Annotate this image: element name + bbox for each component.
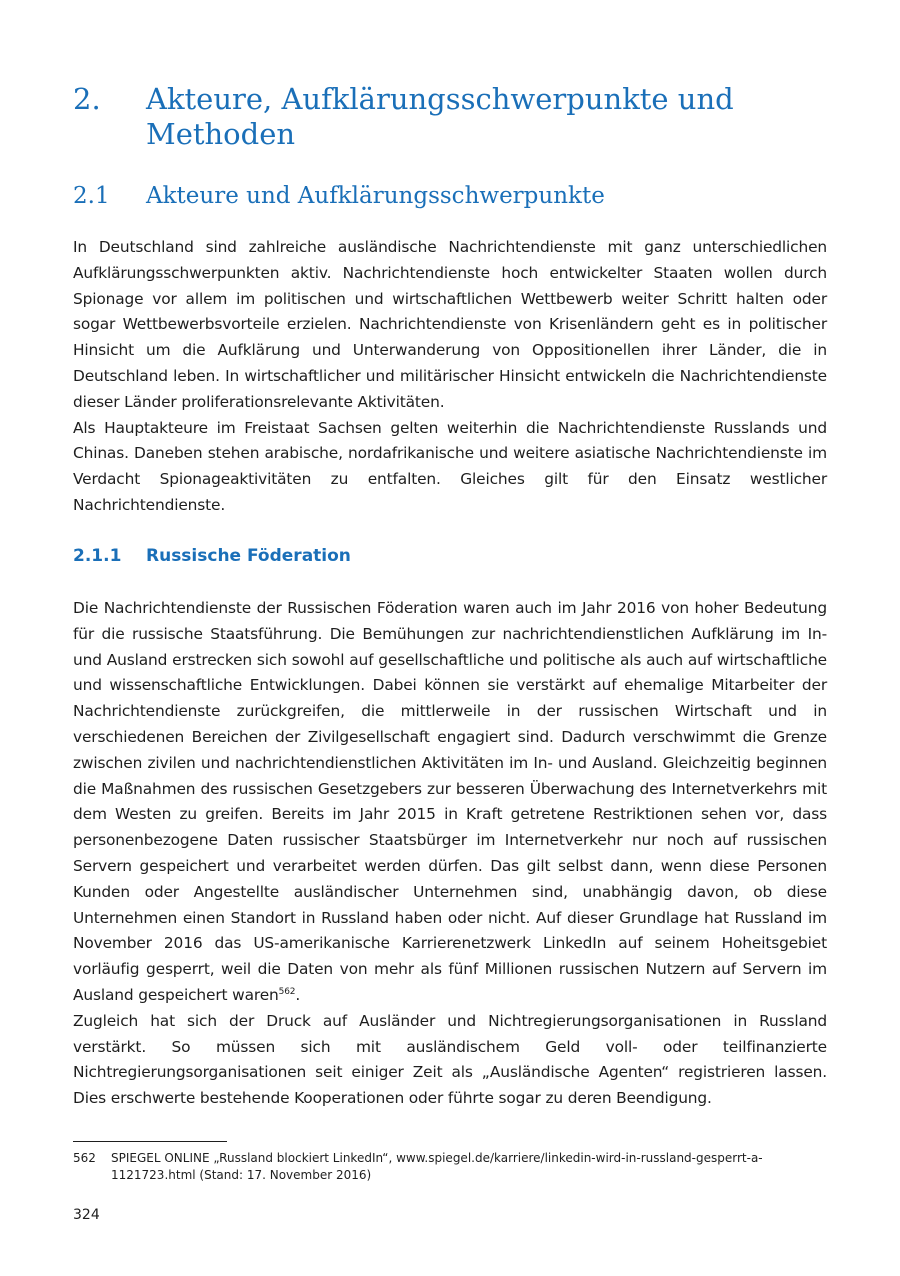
section-body (73, 235, 827, 519)
sentence-end: . (295, 985, 301, 1004)
subsection-body (73, 596, 827, 1112)
body-paragraph-text: Die Nachrichtendienste der Russischen Föderation waren auch im Jahr 2016 von hoher Bedeutung für die russische Staatsführung. Die Bemühungen zur nachrichtendienstlichen Aufklärung im In- und Ausland erstrecken sich sowohl auf gesellschaftliche und politische als auch auf wirtschaftliche und wissenschaftliche Entwicklungen. Dabei können sie verstärkt auf ehemalige Mitarbeiter der Nachrichtendienste zurückgreifen, die mittlerweile in der russischen Wirtschaft und in verschiedenen Bereichen der Zivilgesellschaft engagiert sind. Dadurch verschwimmt die Grenze zwischen zivilen und nachrichtendienstlichen Aktivitäten im In- und Ausland. Gleichzeitig beginnen die Maßnahmen des russischen Gesetzgebers zur besseren Überwachung des Internetverkehrs mit dem Westen zu greifen. Bereits im Jahr 2015 in Kraft getretene Restriktionen sehen vor, dass personenbezogene Daten russischer Staatsbürger im Internetverkehr nur noch auf russischen Servern gespeichert und verarbeitet werden dürfen. Das gilt selbst dann, wenn diese Personen Kunden oder Angestellte ausländischer Unternehmen sind, unabhängig davon, ob diese Unternehmen einen Standort in Russland haben oder nicht. Auf dieser Grundlage hat Russland im November 2016 das US-amerikanische Karrierenetzwerk LinkedIn auf seinem Hoheitsgebiet vorläufig gesperrt, weil die Daten von mehr als fünf Millionen russischen Nutzern auf Servern im Ausland gespeichert waren (73, 599, 827, 1004)
footnote-number: 562 (73, 1151, 96, 1165)
page-number: 324 (73, 1207, 100, 1223)
body-paragraph: Zugleich hat sich der Druck auf Ausländer und Nichtregierungsorganisationen in Russland verstärkt. So müssen sich mit ausländischem Geld voll- oder teilfinanzierte Nichtregierungsorganisationen seit einiger Zeit als „Ausländische Agenten“ registrieren lassen. Dies erschwerte bestehende Kooperationen oder führte sogar zu deren Beendigung. (73, 1011, 827, 1108)
chapter-number: 2. (73, 82, 101, 116)
document-page (73, 0, 827, 1276)
footnote-text: SPIEGEL ONLINE „Russland blockiert LinkedIn“, www.spiegel.de/karriere/linkedin-wird-in-russland-gesperrt-a-1121723.html (Stand: 17. November 2016) (111, 1151, 763, 1182)
footnote-reference[interactable]: 562 (278, 986, 296, 997)
subsection-title: Russische Föderation (146, 546, 351, 566)
footnote-divider (73, 1141, 227, 1142)
body-paragraph: Als Hauptakteure im Freistaat Sachsen gelten weiterhin die Nachrichtendienste Russlands und Chinas. Daneben stehen arabische, nordafrikanische und weitere asiatische Nachrichtendienste im Verdacht Spionageaktivitäten zu entfalten. Gleiches gilt für den Einsatz westlicher Nachrichtendienste. (73, 418, 827, 514)
chapter-title: Akteure, Aufklärungsschwerpunkte und Methoden (146, 82, 734, 151)
body-paragraph (73, 596, 827, 1009)
section-number: 2.1 (73, 183, 110, 209)
body-paragraph: In Deutschland sind zahlreiche ausländische Nachrichtendienste mit ganz unterschiedlichen Aufklärungsschwerpunkten aktiv. Nachrichtendienste hoch entwickelter Staaten wollen durch Spionage vor allem im politischen und wirtschaftlichen Wettbewerb weiter Schritt halten oder sogar Wettbewerbsvorteile erzielen. Nachrichtendienste von Krisenländern geht es in politischer Hinsicht um die Aufklärung und Unterwanderung von Oppositionellen ihrer Länder, die in Deutschland leben. In wirtschaftlicher und militärischer Hinsicht entwickeln die Nachrichtendienste dieser Länder proliferationsrelevante Aktivitäten. (73, 238, 827, 411)
subsection-number: 2.1.1 (73, 546, 122, 566)
section-title: Akteure und Aufklärungsschwerpunkte (146, 183, 605, 209)
